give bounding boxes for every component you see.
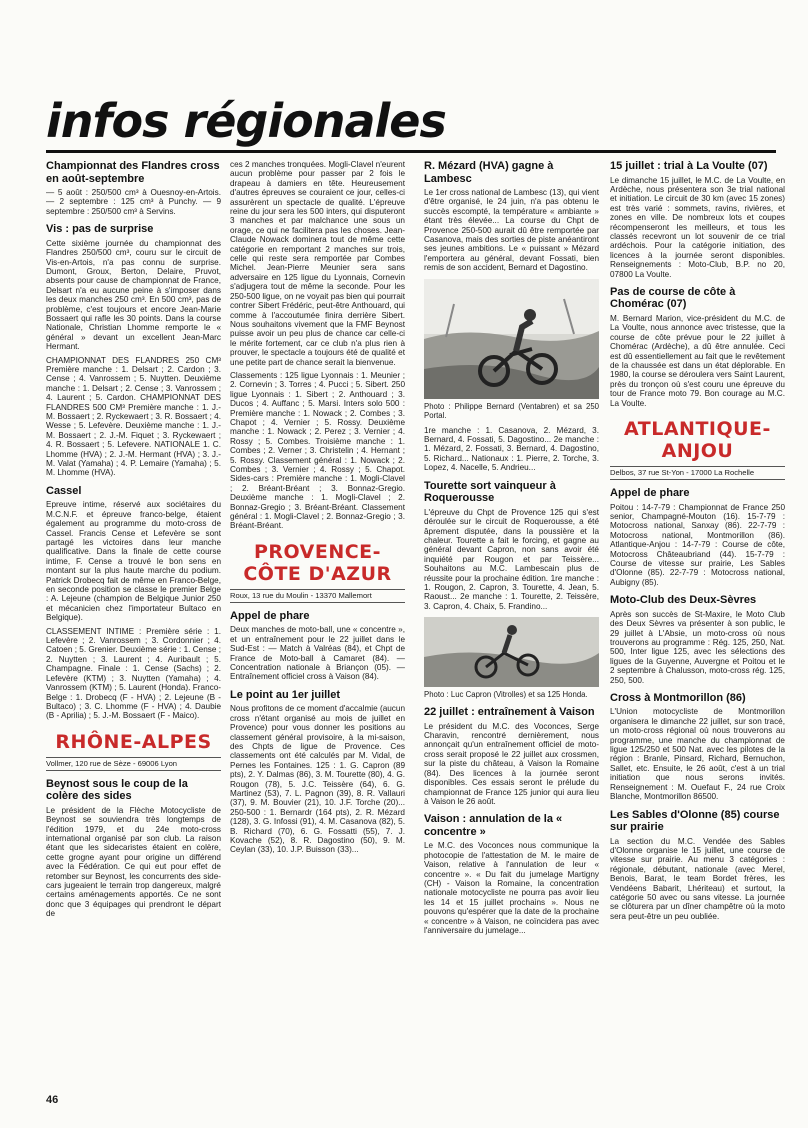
headline-chomerac: Pas de course de côte à Chomérac (07) (610, 285, 736, 311)
region-address: Roux, 13 rue du Moulin - 13370 Mallemort (230, 589, 405, 603)
headline-deux-sevres: Moto-Club des Deux-Sèvres (610, 594, 757, 607)
photo-motocross-rider (424, 279, 599, 399)
headline-vaison-annulation: Vaison : annulation de la « concentre » (424, 813, 563, 838)
column-1 (46, 160, 221, 1090)
region-name: RHÔNE-ALPES (55, 730, 212, 753)
region-name: PROVENCE-CÔTE D'AZUR (243, 540, 392, 585)
column-3 (424, 160, 599, 1090)
article-text: Le 1er cross national de Lambesc (13), qui vient d'être organisé, le 24 juin, n'a pas obtenu le succès escompté, la température « ambiante » étant très élevée... La course du Chpt de Provence 250-500 aurait dû être remportée par Casanova, mais des sorties de piste anéantiront ses jeunes ambitions. Le « puissant » Mézard l'emportera au général, devant Fossati, bien remis de son accident, Bernard et Dagostino. (424, 188, 599, 273)
results-text: Classements : 125 ligue Lyonnais : 1. Meunier ; 2. Cornevin ; 3. Torres ; 4. Pucci ; 5. Sibert. 250 ligue Lyonnais : 1. Sibert ; 2. Anthouard ; 3. Ducos ; 4. Auffanc ; 5. Marsi. Inters solo 500 : Première manche : 1. Nowack ; 2. Combes ; 3. Chapot ; 4. Vernier ; 5. Rossy. Deuxième manche : 1. Nowack ; 2. Perez ; 3. Vernier ; 4. Rossy ; 5. Combes. Troisième manche : 1. Combes ; 2. Verner ; 3. Christelin ; 4. Hernant ; 5. Rossy. Classement général : 1. Nowack ; 2. Combes ; 3. Vernier ; 4. Rossy ; 5. Chapot. Sides-cars : Première manche : 1. Mogli-Clavel ; 2. Bréant-Bréant ; 3. Bonnaz-Gregio. Deuxième manche : 1. Mogli-Clavel ; 2. Bonnaz-Gregio ; 3. Bréant-Bréant. Classement général : 1. Mogli-Clavel ; 2. Bonnaz-Gregio ; 3. Bréant-Bréant. (230, 370, 405, 531)
region-address: Delbos, 37 rue St-Yon - 17000 La Rochelle (610, 466, 785, 480)
article-text: Le dimanche 15 juillet, le M.C. de La Voulte, en Ardèche, nous présentera son 3e trial national et initiation. Le circuit de 30 km (avec 15 zones) est très varié : sommets, ravins, rivières, et zones en ville. De nombreux lots et coupes récompenseront les meilleurs, et tous les classés recevront un lot souvenir de ce trial ardéchois. Pour la catégorie initiation, des licences à la journée seront disponibles. Renseignements : Moto-Club, B.P. no 20, 07800 La Voulte. (610, 175, 785, 279)
article-text: La section du M.C. Vendée des Sables d'Olonne organise le 15 juillet, une course de vitesse sur prairie. Au menu 3 catégories : régionale, débutant, nationale (avec Merel, Benois, Barat, le team Bordet frères, les Vendéens Babarit, Lhériteau) et surtout, la catégorie 50 avec ou sans vitesse. La journée se clôturera par un dîner champêtre où la moto sera peut-être un peu oubliée. (610, 836, 785, 921)
page-title: infos régionales (46, 94, 446, 148)
results-text: CLASSEMENT INTIME : Première série : 1. Lefevère ; 2. Vanrossem ; 3. Cordonnier ; 4. Catoen ; 5. Grenier. Deuxième série : 1. Cense ; 2. Nuytten ; 3. Laurent ; 4. Auribault ; 5. Champagne. Finale : 1. Cense (Sachs) ; 2. Lefevère (KTM) ; 3. Nuytten (Yamaha) ; 4. Vanrossem (KTM) ; 5. Laurent (Honda). Franco-Belge : 1. Drobecq (F - HVA) ; 2. Lejeune (B - Bultaco) ; 3. C. Lhomme (F - HVA) ; 4. Daubie (B - Aprilia) ; 5. J.-M. Bossaert (F - Maico). (46, 626, 221, 721)
article-text: Nous profitons de ce moment d'accalmie (aucun cross n'étant organisé au mois de juillet en Provence) pour vous donner les positions au classement général provisoire, à la mi-saison, des Chpts de ligue de Provence. Ces classements ont été calculés par M. Vidal, de Pernes les Fontaines. 125 : 1. G. Capron (89 pts), 2. Y. Dalmas (86), 3. M. Tourette (80), 4. G. Rougon (78), 5. J.C. Teissère (64), 6. G. Martinez (53), 7. L. Pagnon (39), 8. R. Vallauri (37), 9. M. Bouvier (21), 10. J.F. Torche (20)... 250-500 : 1. Bernardr (164 pts), 2. R. Mézard (128), 3. G. Infossi (91), 4. M. Casanova (82), 5. B. Richard (70), 6. G. Fossatti (55), 7. J. Kovache (52), 8. R. Dagostino (50), 9. M. Ceylan (33), 10. J.P. Buisson (33)... (230, 704, 405, 855)
headline-montmorillon: Cross à Montmorillon (86) (610, 691, 746, 704)
headline-cassel: Cassel (46, 484, 82, 497)
page-number: 46 (46, 1094, 59, 1106)
results-text: CHAMPIONNAT DES FLANDRES 250 CM³ Première manche : 1. Delsart ; 2. Cardon ; 3. Cense ; 4. Vanrossem ; 5. Nuytten. Deuxième manche : 1. Delsart ; 2. Cense ; 3. Vanrossem ; 4. Laurent ; 5. Cardon. CHAMPIONNAT DES FLANDRES 500 CM³ Première manche : 1. J.-M. Bossaert ; 2. Ryckewaert ; 3. R. Bossaert ; 4. Wesse ; 5. Lefevère. Deuxième manche : 1. J.-M. Bossaert ; 2. J.-M. Fiquet ; 3. Ryckewaert ; 4. R. Bossaert ; 5. Lefevere. NATIONALE 1. C. Lhomme (HVA) ; 2. J.-M. Hermant (HVA) ; 3. J.-M. Valat (Yamaha) ; 4. P. Lemaire (Yamaha) ; 5. M. Lhomme (HVA). (46, 355, 221, 478)
headline-mezard: R. Mézard (HVA) gagne à Lambesc (424, 160, 554, 185)
results-text: 1re manche : 1. Casanova, 2. Mézard, 3. Bernard, 4. Fossati, 5. Dagostino... 2e manche : 1. Mézard, 2. Fossati, 3. Bernard, 4. Dagostino, 5. Richard... Nationaux : 1. Pierre, 2. Torche, 3. Lopez, 4. Nacelle, 5. Andrieu... (424, 425, 599, 473)
article-text: Epreuve intime, réservé aux sociétaires du M.C.N.F. et épreuve franco-belge, étaient également au programme du moto-cross de Cassel. Francis Cense et Lefevère se sont partagé les victoires dans leur manche qualificative. Dans la finale de cette course intime, F. Cense a trouvé le bon sens en montant sur la plus haute marche du podium. Patrick Drobecq fait de même en Franco-Belge, en seconde position se classe le premier Belge : A. Lejeune (champion de Belgique Junior 250 et mécanicien chez l'importateur Bultaco en Belgique). (46, 500, 221, 623)
headline-championnat-flandres: Championnat des Flandres cross en août-septembre (46, 160, 220, 185)
article-text: Le président du M.C. des Voconces, Serge Charavin, rencontré dernièrement, nous annonçait qu'un entraînement officiel de moto-cross serait proposé le 22 juillet aux crossmen, sur la piste du château, à Vaison la Romaine (84). Des licences à la journée seront disponibles. Ces essais seront le prélude du championnat de France 125 junior qui aura lieu à Vaison le 26 août. (424, 721, 599, 806)
region-name: ATLANTIQUE-ANJOU (624, 418, 771, 463)
article-text: Le M.C. des Voconces nous communique la photocopie de l'attestation de M. le maire de Vaison, relative à l'annulation de leur « concentre ». « Du fait du jumelage Martigny (CH) - Vaison la Romaine, la concentration nationale motocycliste ne pourra pas avoir lieu les 14 et 15 juillet prochains ». Nous ne pouvons qu'espérer que la date de la prochaine « concentre » à Vaison, ne coïncidera pas avec l'anniversaire du jumelage... (424, 841, 599, 935)
photo-caption: Photo : Luc Capron (Vitrolles) et sa 125 Honda. (424, 690, 588, 700)
column-4 (610, 160, 785, 1090)
article-text: M. Bernard Marion, vice-président du M.C. de La Voulte, nous annonce avec tristesse, que la course de côte prévue pour le 22 juillet à Chomérac (Ardèche), a dû être annulée. Ceci est dû essentiellement au fait que le revêtement de la chaussée est dans un état déplorable. En 1980, la course se déroulera vers Saint Laurent, près du tronçon où s'est couru une épreuve du tour de France moto 79. Bon courage au M.C. La Voulte. (610, 313, 785, 408)
region-banner-rhone-alpes (46, 731, 221, 771)
photo-motocross-rider-2 (424, 617, 599, 687)
article-text: L'Union motocycliste de Montmorillon organisera le dimanche 22 juillet, sur son tracé, un moto-cross régional où nous trouverons au programme, une manche du championnat de ligue 125/250 et 500 Nat. avec les pilotes de la région : Branle, Pinsard, Richard, Bernuchon, Sallet, etc. Ensuite, le 26 août, c'est à un trial initiation que nous serons invités. Renseignement : M. Ouefaut F., 24 rue Croix Blanche, Montmorillon 86500. (610, 707, 785, 802)
region-banner-atlantique-anjou (610, 418, 785, 480)
article-text: ces 2 manches tronquées. Mogli-Clavel n'eurent aucun problème pour passer par 2 fois le drapeau à damiers en tête. Heureusement d'autres épreuves se couraient ce jour, celles-ci assurèrent un spectacle de qualité. L'épreuve reine du jour sera les 500 inters, qui disputeront 3 manches et par malchance une sous un orage, ce qui ne facilitera pas les choses. Jean-Claude Nowack dominera tout de même cette catégorie en remportant 2 manches sur trois, celle qui reste sera remportée par Combes Michel. Jean-Pierre Meunier sera sans adversaire en 125 ligue du Lyonnais, Cornevin s'adjugera tout de même la seconde. Pour les 250-500 ligue, on ne voyait pas bien qui pourrait contrer Sibert Frédéric, peut-être Anthouard, qui comme à l'accoutumée finira derrière Sibert. Nous souhaitons vivement que la FMF Beynost puisse avoir un peu plus de chance car celle-ci le mérite fortement, car ce club n'a plus rien à prouver, le spectacle a toujours été de qualité et une petite part de chance serait la bienvenue. (230, 160, 405, 367)
region-banner-provence (230, 541, 405, 603)
title-rule (46, 150, 776, 153)
column-2 (230, 160, 405, 1090)
article-text: L'épreuve du Chpt de Provence 125 qui s'est déroulée sur le circuit de Roquerousse, a été âprement disputée, dans la poussière et la chaleur. Tourette a fait le forcing, et gagne au général devant Capron, non sans avoir été inquiété par Rougon et par Teissère... Souhaitons au M.C. Lambescain plus de réussite pour la prochaine édition. 1re manche : 1. Rougon, 2. Capron, 3. Tourette, 4. Jean, 5. Raoust... 2e manche : 1. Tourette, 2. Teissère, 3. Capron, 4. Chaix, 5. Frandino... (424, 507, 599, 611)
photo-caption: Photo : Philippe Bernard (Ventabren) et sa 250 Portal. (424, 401, 599, 420)
headline-appel-de-phare: Appel de phare (610, 487, 690, 500)
headline-vis: Vis : pas de surprise (46, 223, 154, 236)
article-text: — 5 août : 250/500 cm³ à Ouesnoy-en-Artois. — 2 septembre : 125 cm³ à Punchy. — 9 septembre : 250/500 cm³ à Servins. (46, 188, 221, 216)
article-text: Deux manches de moto-ball, une « concentre », et un entraînement pour le 22 juillet dans le Sud-Est : — Match à Valréas (84), et Chpt de France de Moto-ball à Camaret (84). — Concentration nationale à Briançon (05). — Entraînement officiel cross à Vaison (84). (230, 625, 405, 682)
article-text: Le président de la Flèche Motocycliste de Beynost se souviendra très longtemps de l'édition 1979, et du 24e moto-cross international organisé par son club. La raison étant que les sidecaristes étaient en colère, cette grogne ayant pour origine un différend avec la Fédération. Ce qui eut pour effet de retomber sur Beynost, les concurrents des side-cars jugeaient le terrain trop dangereux, malgré certains aménagements apportés. Ce ne sont donc que 3 équipages qui prendront le départ de (46, 805, 221, 919)
headline-point-1er-juillet: Le point au 1er juillet (230, 688, 341, 701)
headline-appel-de-phare: Appel de phare (230, 609, 310, 622)
headline-beynost: Beynost sous le coup de la colère des sides (46, 777, 188, 803)
headline-trial-la-voulte: 15 juillet : trial à La Voulte (07) (610, 160, 768, 172)
region-address: Vollmer, 120 rue de Sèze - 69006 Lyon (46, 757, 221, 771)
article-text: Après son succès de St-Maxire, le Moto Club des Deux Sèvres va présenter à son public, le 29 juillet à L'Absie, un moto-cross où nous trouverons au programme : Rég. 125, 250, Nat. 500, Inter ligue 125, avec les sélections des ligues de la Guyenne, Auvergne et Poitou et le 2 septembre à Chalusson, moto-cross rég. 125, 250, 500. (610, 609, 785, 685)
headline-tourette: Tourette sort vainqueur à Roquerousse (424, 479, 556, 505)
article-text: Cette sixième journée du championnat des Flandres 250/500 cm³, couru sur le circuit de Vis-en-Artois, n'a pas connu de surprise. Dumont, Groux, Berton, Delaire, Pruvot, absents pour cause de championnat de France, Delsart n'a eu aucune peine à s'imposer dans les deux manches 250 cm³. En 500 cm³, pas de problème, c'est toujours et encore Jean-Marie Bossaert qui rafle les 30 points. Dans la course Nationale, Christian Lhomme remporte le « général » devant un excellent Jean-Marc Hermant. (46, 238, 221, 352)
headline-sables-olonne: Les Sables d'Olonne (85) course sur prairie (610, 808, 780, 833)
headline-entrainement-vaison: 22 juillet : entraînement à Vaison (424, 706, 595, 719)
article-text: Poitou : 14-7-79 : Championnat de France 250 senior, Champagné-Mouton (16). 15-7-79 : Motocross national, Sanxay (86). 22-7-79 : Motocross national, Montmorillon (86). Atlantique-Anjou : 14-7-79 : Course de côte, Motocross Châteaubriand (44). 15-7-79 : Course de vitesse sur prairie, Les Sables d'Olonne (85). 22-7-79 : Motocross national, Aubigny (85). (610, 502, 785, 587)
